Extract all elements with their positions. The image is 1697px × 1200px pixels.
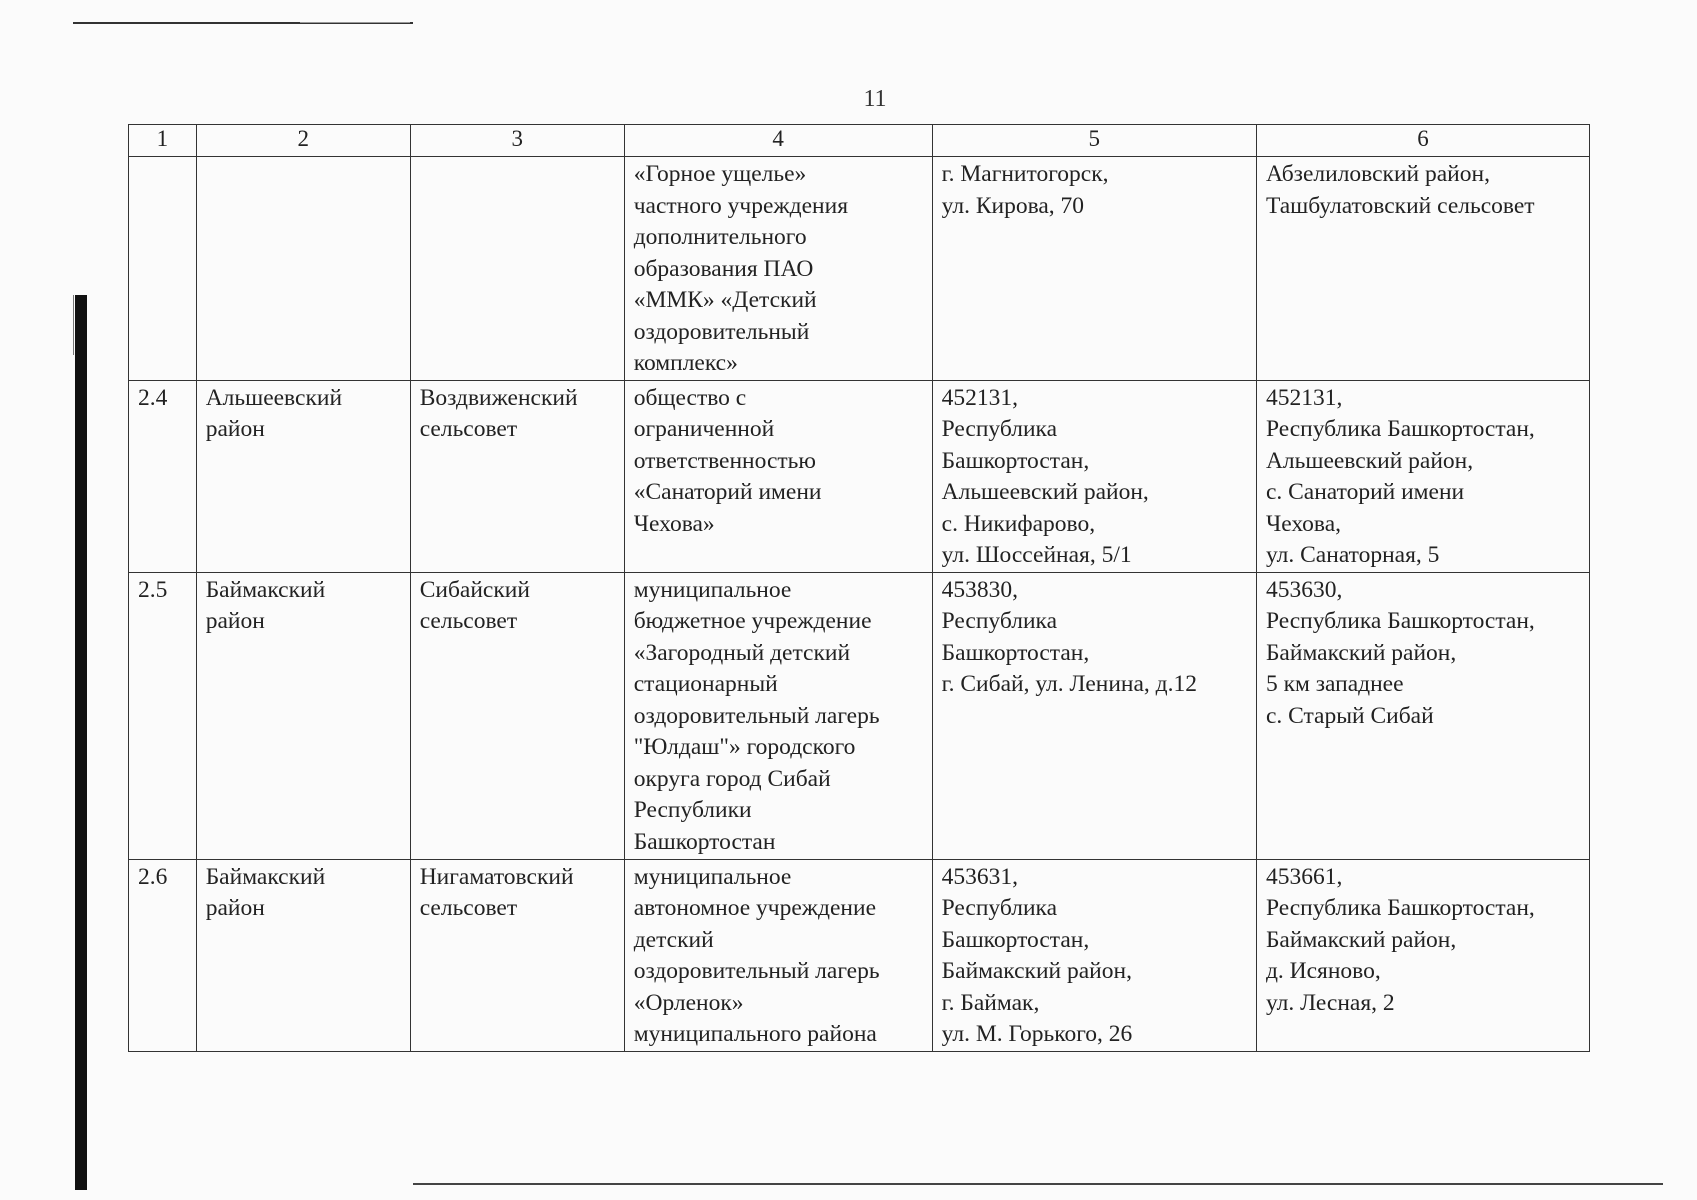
cell-line: Республики [633, 797, 752, 824]
cell-line: г. Баймак, [941, 989, 1040, 1016]
cell-line: 5 км западнее [1265, 671, 1404, 698]
row-number-cell: 2.4 [129, 380, 197, 572]
column-header: 6 [1256, 125, 1589, 157]
cell-line: муниципальное [633, 863, 792, 890]
column-header: 1 [129, 125, 197, 157]
cell-line: ул. Шоссейная, 5/1 [941, 542, 1132, 569]
cell-line: ответственностью [633, 447, 816, 474]
cell-line: оздоровительный лагерь [633, 958, 880, 985]
cell-line: Баймакский район, [1265, 639, 1457, 666]
council-cell [410, 157, 624, 381]
cell-line: ул. Кирова, 70 [941, 192, 1085, 219]
cell-line: детский [633, 926, 714, 953]
cell-line: Абзелиловский район, [1265, 161, 1490, 187]
cell-line: «ММК» «Детский [633, 287, 817, 313]
cell-line: Республика Башкортостан, [1265, 895, 1535, 922]
cell-line: Башкортостан, [941, 639, 1090, 666]
cell-line: общество с [633, 384, 747, 411]
actual-address-cell [1256, 157, 1589, 381]
cell-line: частного учреждения [633, 192, 849, 219]
legal-address-cell [932, 157, 1256, 381]
cell-line: 453630, [1265, 576, 1343, 603]
cell-line: сельсовет [419, 608, 518, 635]
legal-address-cell [932, 380, 1256, 572]
actual-address-cell [1256, 572, 1589, 859]
column-header: 4 [624, 125, 932, 157]
cell-line: Сибайский [419, 576, 530, 603]
district-cell [196, 380, 410, 572]
actual-address-cell [1256, 380, 1589, 572]
cell-line: «Санаторий имени [633, 479, 822, 506]
cell-line: Баймакский [205, 576, 326, 603]
cell-line: Чехова, [1265, 510, 1342, 537]
cell-line: образования ПАО [633, 255, 814, 282]
cell-line: автономное учреждение [633, 895, 876, 922]
cell-line: Альшеевский [205, 384, 343, 411]
cell-line: Республика [941, 895, 1058, 922]
cell-line: ул. Лесная, 2 [1265, 989, 1395, 1016]
cell-line: «Орленок» [633, 989, 744, 1016]
organization-cell [624, 380, 932, 572]
cell-line: Альшеевский район, [941, 479, 1149, 506]
cell-line: стационарный [633, 671, 778, 698]
organization-cell [624, 859, 932, 1051]
header-row [129, 125, 1590, 157]
cell-line: район [205, 608, 265, 635]
table-row [129, 157, 1590, 381]
cell-line: ул. Санаторная, 5 [1265, 542, 1440, 569]
cell-line: район [205, 895, 265, 922]
cell-line: ограниченной [633, 416, 775, 443]
council-cell [410, 859, 624, 1051]
cell-line: ул. М. Горького, 26 [941, 1021, 1133, 1048]
cell-line: Башкортостан, [941, 447, 1090, 474]
district-cell [196, 859, 410, 1051]
cell-line: сельсовет [419, 895, 518, 922]
cell-line: с. Старый Сибай [1265, 702, 1434, 729]
cell-line: дополнительного [633, 224, 807, 250]
cell-line: Баймакский [205, 863, 326, 890]
cell-line: Воздвиженский [419, 384, 578, 411]
organization-cell [624, 572, 932, 859]
cell-line: 453830, [941, 576, 1019, 603]
cell-line: Башкортостан [633, 828, 776, 855]
cell-line: с. Никифарово, [941, 510, 1096, 537]
row-number-cell: 2.5 [129, 572, 197, 859]
cell-line: Республика [941, 608, 1058, 635]
cell-line: муниципального района [633, 1021, 877, 1048]
table-row [129, 859, 1590, 1051]
legal-address-cell [932, 572, 1256, 859]
cell-line: Башкортостан, [941, 926, 1090, 953]
cell-line: бюджетное учреждение [633, 608, 872, 635]
cell-line: 453631, [941, 863, 1019, 890]
table-row [129, 572, 1590, 859]
cell-line: «Горное ущелье» [633, 161, 807, 187]
council-cell [410, 380, 624, 572]
cell-line: Баймакский район, [941, 958, 1132, 985]
cell-line: Альшеевский район, [1265, 447, 1474, 474]
cell-line: 452131, [941, 384, 1019, 411]
row-number-cell: 2.6 [129, 859, 197, 1051]
scan-edge-left [75, 295, 87, 1190]
cell-line: Чехова» [633, 510, 715, 537]
cell-line: Баймакский район, [1265, 926, 1457, 953]
council-cell [410, 572, 624, 859]
cell-line: Республика Башкортостан, [1265, 416, 1535, 443]
cell-line: округа город Сибай [633, 765, 831, 792]
cell-line: "Юлдаш"» городского [633, 734, 856, 761]
cell-line: 453661, [1265, 863, 1343, 890]
district-cell [196, 157, 410, 381]
column-header: 2 [196, 125, 410, 157]
cell-line: 452131, [1265, 384, 1343, 411]
table-row [129, 380, 1590, 572]
cell-line: район [205, 416, 265, 443]
page-number: 11 [863, 86, 887, 112]
scan-edge-top-faint [300, 22, 410, 23]
column-header: 3 [410, 125, 624, 157]
cell-line: с. Санаторий имени [1265, 479, 1465, 506]
cell-line: «Загородный детский [633, 639, 851, 666]
cell-line: Республика [941, 416, 1058, 443]
cell-line: Ташбулатовский сельсовет [1265, 192, 1535, 219]
scan-edge-left-faint [73, 295, 74, 355]
legal-address-cell [932, 859, 1256, 1051]
cell-line: сельсовет [419, 416, 518, 443]
cell-line: г. Сибай, ул. Ленина, д.12 [941, 671, 1197, 698]
row-number-cell [129, 157, 197, 381]
cell-line: оздоровительный [633, 318, 810, 345]
scan-edge-bottom [413, 1183, 1663, 1185]
organization-cell [624, 157, 932, 381]
district-cell [196, 572, 410, 859]
cell-line: д. Исяново, [1265, 958, 1381, 985]
column-header: 5 [932, 125, 1256, 157]
actual-address-cell [1256, 859, 1589, 1051]
cell-line: г. Магнитогорск, [941, 161, 1109, 187]
cell-line: муниципальное [633, 576, 792, 603]
cell-line: Республика Башкортостан, [1265, 608, 1535, 635]
facilities-table [128, 124, 1590, 1052]
cell-line: оздоровительный лагерь [633, 702, 880, 729]
cell-line: комплекс» [633, 350, 738, 376]
cell-line: Нигаматовский [419, 863, 574, 890]
